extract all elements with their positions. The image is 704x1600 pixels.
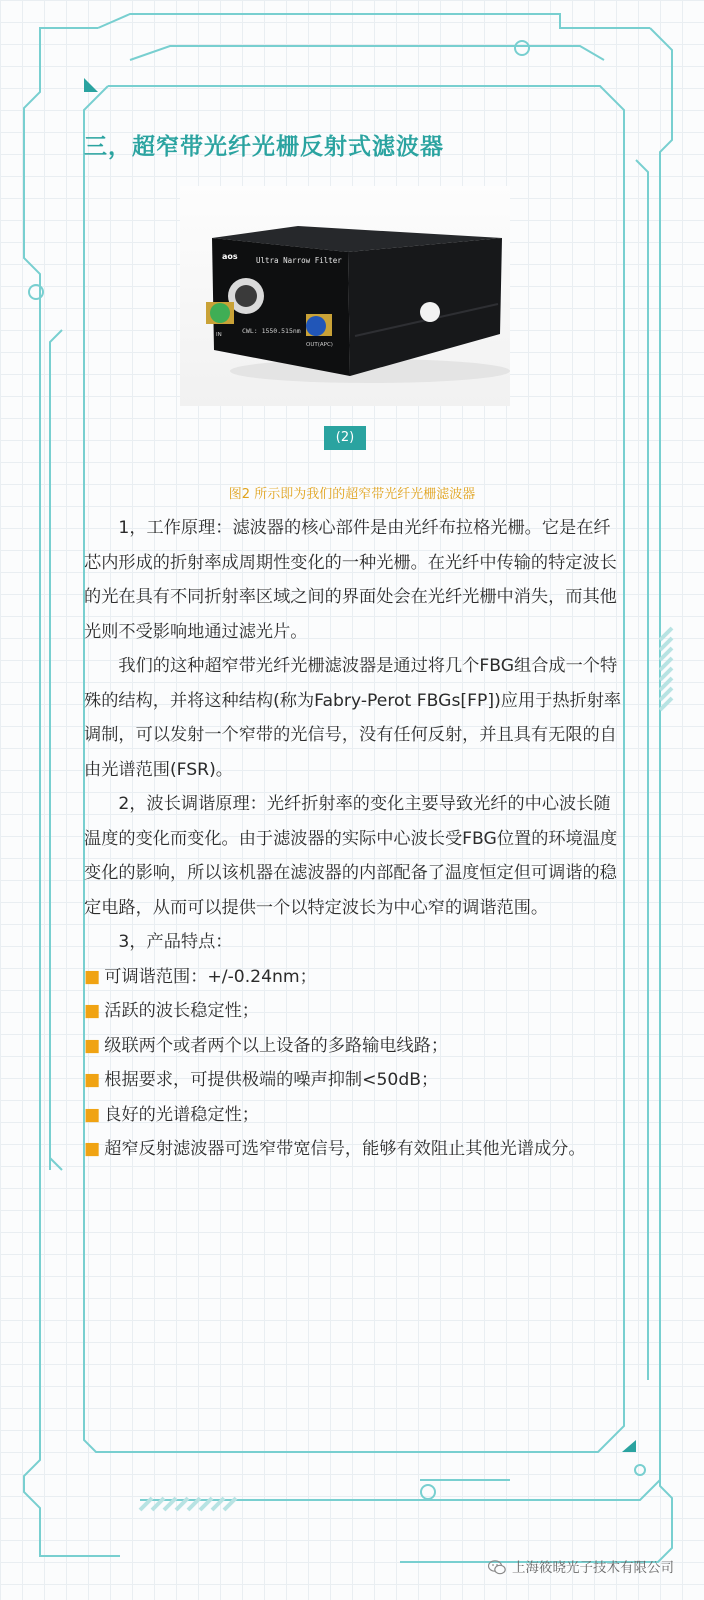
device-brand: aos: [222, 252, 238, 261]
feature-item: ■ 级联两个或者两个以上设备的多路输电线路；: [84, 1035, 449, 1056]
paragraph-tuning-principle: 2，波长调谐原理：光纤折射率的变化主要导致光纤的中心波长随温度的变化而变化。由于滤波器的实际中心波长受FBG位置的环境温度变化的影响，所以该机器在滤波器的内部配备了温度恒定但可调谐的稳定电路，从而可以提供一个以特定波长为中心窄的调谐范围。: [84, 794, 618, 918]
bullet-icon: ■: [84, 966, 101, 987]
device-port-out: OUT(APC): [306, 342, 333, 348]
feature-item: ■ 良好的光谱稳定性；: [84, 1104, 259, 1125]
account-watermark: [488, 1556, 674, 1579]
section-heading: 三，超窄带光纤光栅反射式滤波器: [84, 134, 444, 160]
bullet-icon: ■: [84, 1104, 101, 1125]
feature-list: [84, 960, 624, 1167]
figure-caption: 图2 所示即为我们的超窄带光纤光栅滤波器: [228, 487, 476, 502]
paragraph-fbg-structure: 我们的这种超窄带光纤光栅滤波器是通过将几个FBG组合成一个特殊的结构，并将这种结构(称为Fabry-Perot FBGs[FP])应用于热折射率调制，可以发射一个窄带的光信号，没有任何反射，并且具有无限的自由光谱范围(FSR)。: [84, 656, 622, 780]
paragraph-working-principle: 1，工作原理：滤波器的核心部件是由光纤布拉格光栅。它是在纤芯内形成的折射率成周期性变化的一种光栅。在光纤中传输的特定波长的光在具有不同折射率区域之间的界面处会在光纤光栅中消失，而其他光则不受影响地通过滤光片。: [84, 518, 617, 642]
feature-item: ■ 可调谐范围：+/-0.24nm；: [84, 966, 317, 987]
article-body: [84, 511, 624, 1167]
feature-item: ■ 根据要求，可提供极端的噪声抑制<50dB；: [84, 1070, 439, 1090]
figure-number-tag: (2): [324, 426, 366, 450]
paragraph-features-heading: 3，产品特点：: [118, 932, 233, 952]
filter-device-image: [180, 186, 510, 406]
bullet-icon: ■: [84, 1139, 101, 1159]
device-port-in: IN: [216, 332, 222, 338]
feature-item: ■ 超窄反射滤波器可选窄带宽信号，能够有效阻止其他光谱成分。: [84, 1139, 586, 1159]
bullet-icon: ■: [84, 1070, 101, 1090]
feature-item: ■ 活跃的波长稳定性；: [84, 1001, 259, 1021]
bullet-icon: ■: [84, 1001, 101, 1021]
account-name: 上海筱晓光子技术有限公司: [512, 1560, 674, 1576]
product-photo: [180, 186, 510, 406]
device-cwl: CWL: 1550.515nm: [242, 327, 301, 335]
wechat-icon: [488, 1560, 506, 1579]
device-model: Ultra Narrow Filter: [256, 256, 342, 265]
bullet-icon: ■: [84, 1035, 101, 1056]
